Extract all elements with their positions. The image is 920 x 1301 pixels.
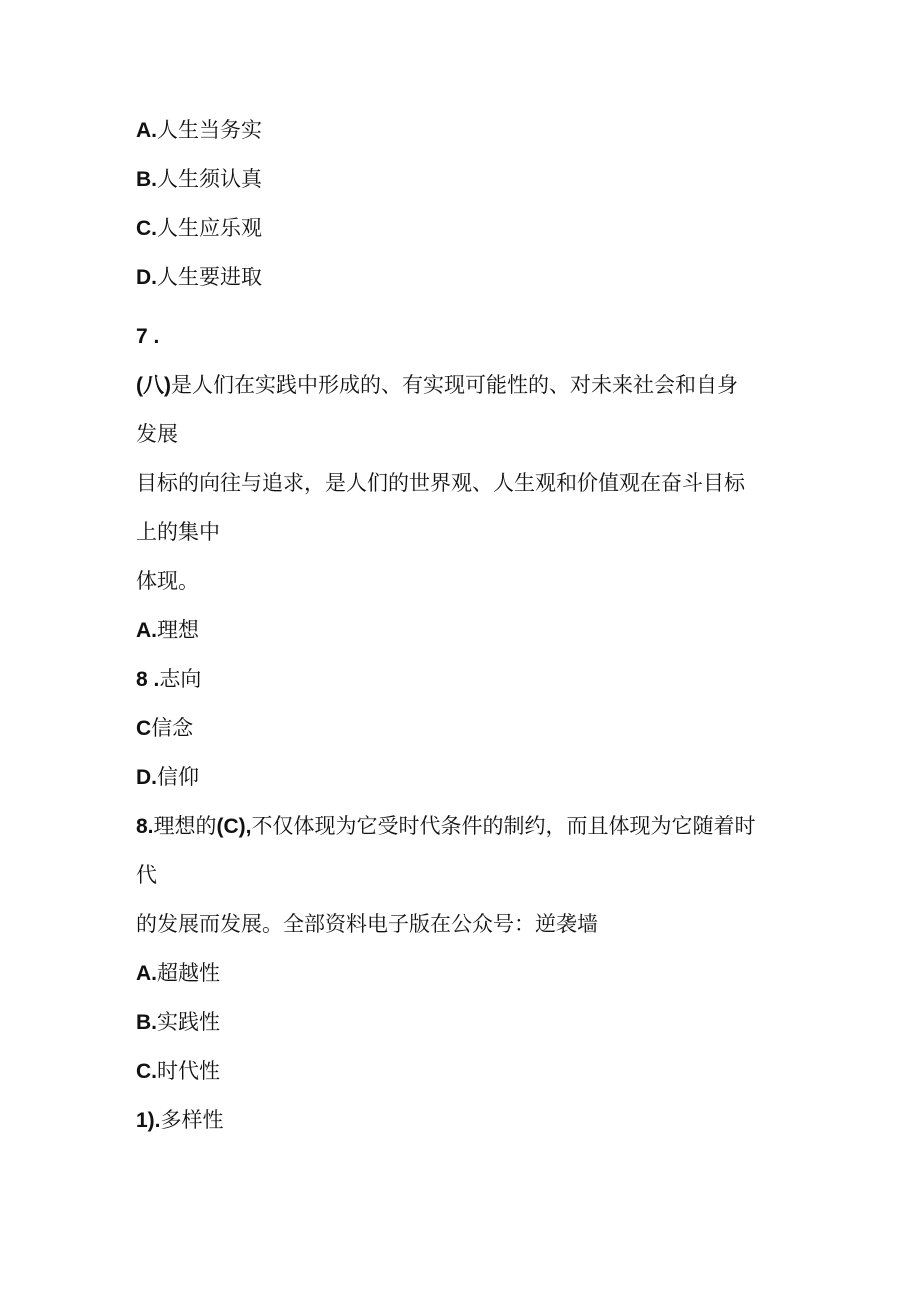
option-text: 志向 <box>159 667 202 691</box>
option-b-line <box>136 665 201 694</box>
option-a-line <box>136 116 262 145</box>
question-number-label: 7 . <box>136 325 160 348</box>
question-text: 目标的向往与追求，是人们的世界观、人生观和价值观在奋斗目标 <box>136 471 745 495</box>
option-label: C. <box>136 1060 157 1083</box>
option-label: B. <box>136 168 157 191</box>
question-text-line <box>136 567 199 595</box>
question-text-line <box>136 861 157 889</box>
option-label: 8 . <box>136 668 160 691</box>
question-text: 体现。 <box>136 569 199 593</box>
answer-marker: (八) <box>136 374 171 397</box>
question-text: 理想的 <box>153 814 217 838</box>
question-number <box>136 322 159 351</box>
option-c-line <box>136 214 262 243</box>
option-d-line <box>136 763 199 792</box>
question-text: 的发展而发展。全部资料电子版在公众号：逆袭墙 <box>136 912 598 936</box>
option-c-line <box>136 714 193 743</box>
option-label: A. <box>136 619 157 642</box>
question-number-label: 8. <box>136 815 154 838</box>
option-a-line <box>136 959 220 988</box>
question-text-line <box>136 910 598 938</box>
question-text: 上的集中 <box>136 520 220 544</box>
option-d-line <box>136 1106 224 1135</box>
question-text: 代 <box>136 863 157 887</box>
option-text: 理想 <box>157 618 199 642</box>
option-label: D. <box>136 266 157 289</box>
option-label: A. <box>136 962 157 985</box>
option-d-line <box>136 263 262 292</box>
option-b-line <box>136 1008 220 1037</box>
question-text-line <box>136 518 220 546</box>
option-text: 人生应乐观 <box>157 216 262 240</box>
question-text-line <box>136 420 178 448</box>
option-label: A. <box>136 119 157 142</box>
option-label: B. <box>136 1011 157 1034</box>
option-b-line <box>136 165 262 194</box>
question-text: 发展 <box>136 422 178 446</box>
question-text-line <box>136 371 738 400</box>
option-text: 信仰 <box>157 765 199 789</box>
option-c-line <box>136 1057 220 1086</box>
question-text-line <box>136 469 745 497</box>
option-text: 人生须认真 <box>157 167 262 191</box>
option-label: C. <box>136 217 157 240</box>
answer-marker: (C), <box>216 815 252 838</box>
option-label: D. <box>136 766 157 789</box>
option-text: 人生当务实 <box>157 118 262 142</box>
option-text: 实践性 <box>157 1010 220 1034</box>
option-a-line <box>136 616 199 645</box>
option-text: 多样性 <box>160 1108 224 1132</box>
option-text: 信念 <box>151 716 194 740</box>
question-text: 是人们在实践中形成的、有实现可能性的、对未来社会和自身 <box>171 373 738 397</box>
option-label: 1). <box>136 1109 161 1132</box>
option-text: 人生要进取 <box>157 265 262 289</box>
question-text-line <box>136 812 756 841</box>
option-text: 时代性 <box>157 1059 220 1083</box>
option-text: 超越性 <box>157 961 220 985</box>
question-text: 不仅体现为它受时代条件的制约，而且体现为它随着时 <box>251 814 756 838</box>
option-label: C <box>136 717 152 740</box>
